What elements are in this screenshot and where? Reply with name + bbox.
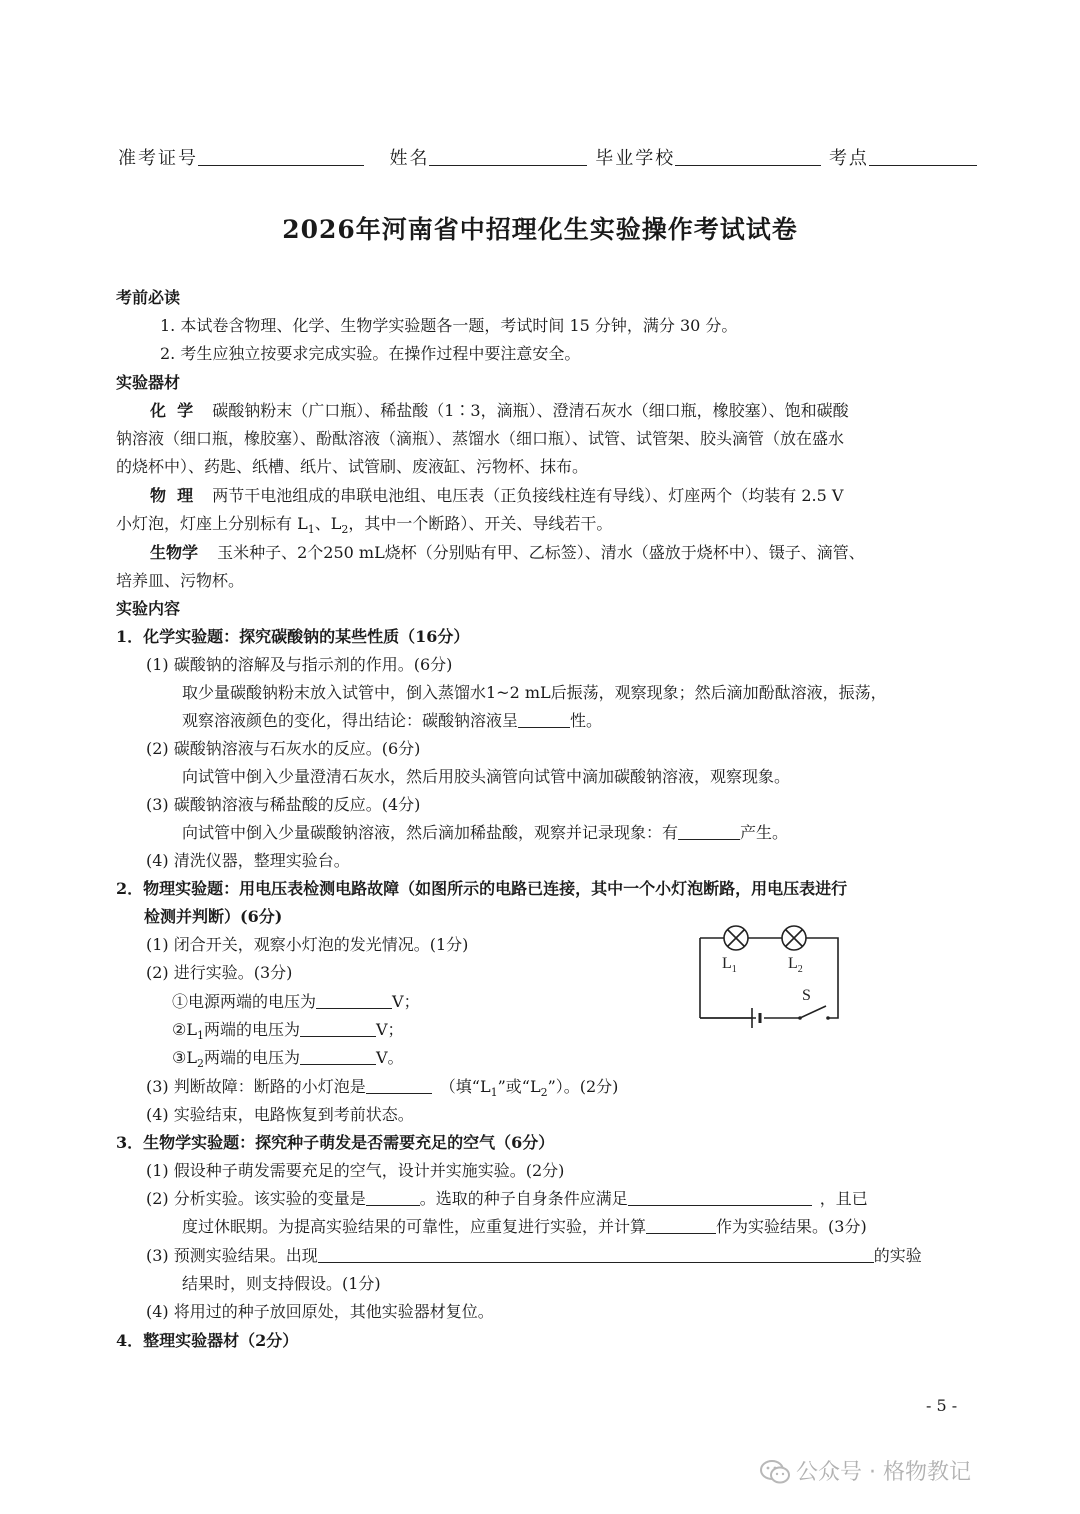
- q3-step: [146, 1245, 922, 1267]
- q1-step-text: [182, 710, 602, 732]
- bio-label: 生物学: [150, 543, 199, 562]
- switch-label: S: [802, 987, 811, 1004]
- phys-text: ，其中一个断路）、开关、导线若干。: [348, 514, 613, 533]
- exam-site-blank[interactable]: [869, 147, 977, 166]
- q2-text: 两端的电压为: [203, 1020, 300, 1039]
- q1-step: (3) 碳酸钠溶液与稀盐酸的反应。(4分): [146, 795, 421, 814]
- chem-label: 化 学: [150, 401, 194, 420]
- q2-text: ”）。(2分): [547, 1077, 619, 1096]
- circuit-wire: [700, 938, 838, 1018]
- q3-step: (1) 假设种子萌发需要充足的空气，设计并实施实验。(2分): [146, 1161, 565, 1180]
- subscript: 2: [540, 1086, 548, 1100]
- q2-step: (1) 闭合开关，观察小灯泡的发光情况。(1分): [146, 935, 469, 954]
- lamp-l2-cross: [786, 930, 803, 947]
- answer-blank[interactable]: [518, 711, 570, 728]
- q2-text: ”或“L: [497, 1077, 541, 1096]
- q3-step-text: [182, 1216, 867, 1238]
- q3-text: (3) 预测实验结果。出现: [146, 1246, 318, 1265]
- lamp-l1-cross: [728, 930, 745, 947]
- subscript: 2: [341, 523, 349, 537]
- answer-blank[interactable]: [300, 1048, 376, 1065]
- answer-blank[interactable]: [646, 1217, 716, 1234]
- phys-label: 物 理: [150, 486, 194, 505]
- q3-text: 。选取的种子自身条件应满足: [419, 1189, 628, 1208]
- school-blank[interactable]: [675, 147, 821, 166]
- q2-text: （填“L: [439, 1077, 491, 1096]
- bio-text: 玉米种子、2个250 mL烧杯（分别贴有甲、乙标签）、清水（盛放于烧杯中）、镊子、滴管、: [217, 543, 865, 562]
- switch-contact: [826, 1016, 830, 1020]
- q1-step-text: [182, 822, 788, 844]
- watermark: [760, 1455, 971, 1486]
- q3-text: 作为实验结果。(3分): [716, 1217, 867, 1236]
- q2-measure: [172, 991, 420, 1013]
- chem-materials-line: 的烧杯中）、药匙、纸槽、纸片、试管刷、废液缸、污物杯、抹布。: [116, 457, 589, 476]
- notice-item: 2. 考生应独立按要求完成实验。在操作过程中要注意安全。: [160, 344, 581, 363]
- q1-step-text: 向试管中倒入少量澄清石灰水，然后用胶头滴管向试管中滴加碳酸钠溶液，观察现象。: [182, 767, 791, 786]
- switch-pivot: [798, 1016, 802, 1020]
- q1-step: (2) 碳酸钠溶液与石灰水的反应。(6分): [146, 739, 421, 758]
- q2-step: (2) 进行实验。(3分): [146, 963, 293, 982]
- q1-title: 1．化学实验题：探究碳酸钠的某些性质（16分）: [116, 627, 470, 646]
- answer-blank[interactable]: [366, 1077, 432, 1094]
- name-label: 姓名: [389, 148, 430, 169]
- page-title: 2026年河南省中招理化生实验操作考试试卷: [282, 215, 798, 244]
- q1-text: 观察溶液颜色的变化，得出结论：碳酸钠溶液呈: [182, 711, 519, 730]
- q2-title: 检测并判断）(6分): [144, 907, 283, 926]
- circuit-diagram: [690, 920, 850, 1030]
- notice-heading: 考前必读: [116, 288, 181, 307]
- phys-materials-line: [116, 513, 612, 541]
- q3-text: (2) 分析实验。该实验的变量是: [146, 1189, 366, 1208]
- q2-title: 2．物理实验题：用电压表检测电路故障（如图所示的电路已连接，其中一个小灯泡断路，用电压表进行: [116, 879, 848, 898]
- answer-blank[interactable]: [318, 1246, 874, 1263]
- wechat-icon: [760, 1459, 790, 1485]
- notice-item: 1. 本试卷含物理、化学、生物学实验题各一题，考试时间 15 分钟，满分 30 分。: [160, 316, 738, 335]
- q2-step: (4) 实验结束，电路恢复到考前状态。: [146, 1105, 414, 1124]
- exam-id-blank[interactable]: [198, 147, 364, 166]
- q3-text: 的实验: [873, 1246, 922, 1265]
- chem-materials-line: [150, 400, 849, 422]
- phys-text: 两节干电池组成的串联电池组、电压表（正负接线柱连有导线）、灯座两个（均装有 2.5 V: [212, 486, 844, 505]
- q2-text: V。: [375, 1048, 404, 1067]
- answer-blank[interactable]: [628, 1189, 812, 1206]
- q2-text: V；: [392, 992, 420, 1011]
- chem-text: 碳酸钠粉末（广口瓶）、稀盐酸（1∶3，滴瓶）、澄清石灰水（细口瓶，橡胶塞）、饱和碳酸: [212, 401, 849, 420]
- q3-step: [146, 1188, 868, 1210]
- subscript: 2: [196, 1057, 204, 1071]
- q2-text: ②L: [172, 1020, 197, 1039]
- q2-text: (3) 判断故障：断路的小灯泡是: [146, 1077, 366, 1096]
- name-blank[interactable]: [429, 147, 587, 166]
- exam-site-label: 考点: [828, 148, 869, 169]
- q4-title: 4．整理实验器材（2分）: [116, 1331, 299, 1350]
- exam-id-label: 准考证号: [118, 148, 198, 169]
- answer-blank[interactable]: [366, 1189, 420, 1206]
- bio-materials-line: [150, 542, 865, 564]
- q1-text: 性。: [570, 711, 603, 730]
- q2-text: ③L: [172, 1048, 197, 1067]
- lamp-l1-label: $L_1$: [722, 955, 737, 975]
- q1-text: 产生。: [740, 823, 789, 842]
- candidate-info-line: [118, 144, 968, 170]
- q1-step: (4) 清洗仪器，整理实验台。: [146, 851, 350, 870]
- q3-step: (4) 将用过的种子放回原处，其他实验器材复位。: [146, 1302, 494, 1321]
- q2-measure: [172, 1047, 404, 1075]
- q1-text: 向试管中倒入少量碳酸钠溶液，然后滴加稀盐酸，观察并记录现象：有: [182, 823, 679, 842]
- answer-blank[interactable]: [678, 823, 740, 840]
- subscript: 1: [307, 523, 315, 537]
- q2-text: V；: [375, 1020, 404, 1039]
- q3-text: 度过休眠期。为提高实验结果的可靠性，应重复进行实验，并计算: [182, 1217, 647, 1236]
- phys-text: 小灯泡，灯座上分别标有 L: [116, 514, 308, 533]
- answer-blank[interactable]: [316, 992, 392, 1009]
- chem-materials-line: 钠溶液（细口瓶，橡胶塞）、酚酞溶液（滴瓶）、蒸馏水（细口瓶）、试管、试管架、胶头滴管（放在盛水: [116, 429, 845, 448]
- lamp-l2-label: $L_2$: [788, 955, 803, 975]
- answer-blank[interactable]: [300, 1020, 376, 1037]
- subscript: 1: [490, 1086, 498, 1100]
- q3-text: ，且已: [819, 1189, 868, 1208]
- q1-step: (1) 碳酸钠的溶解及与指示剂的作用。(6分): [146, 655, 453, 674]
- phys-materials-line: [150, 485, 843, 507]
- phys-text: 、L: [314, 514, 342, 533]
- content-heading: 实验内容: [116, 599, 181, 618]
- page-number: - 5 -: [926, 1396, 958, 1415]
- q2-step: [146, 1076, 618, 1104]
- school-label: 毕业学校: [595, 148, 676, 169]
- q3-step-text: 结果时，则支持假设。(1分): [182, 1274, 381, 1293]
- materials-heading: 实验器材: [116, 373, 181, 392]
- q2-text: ①电源两端的电压为: [172, 992, 317, 1011]
- q2-text: 两端的电压为: [203, 1048, 300, 1067]
- watermark-text: 公众号 · 格物教记: [796, 1460, 971, 1485]
- switch-blade-icon: [800, 1006, 826, 1018]
- subscript: 1: [196, 1029, 204, 1043]
- bio-materials-line: 培养皿、污物杯。: [116, 571, 245, 590]
- q2-measure: [172, 1019, 404, 1047]
- q3-title: 3．生物学实验题：探究种子萌发是否需要充足的空气（6分）: [116, 1133, 555, 1152]
- q1-step-text: 取少量碳酸钠粉末放入试管中，倒入蒸馏水1~2 mL后振荡，观察现象；然后滴加酚酞溶液，振荡，: [182, 683, 887, 702]
